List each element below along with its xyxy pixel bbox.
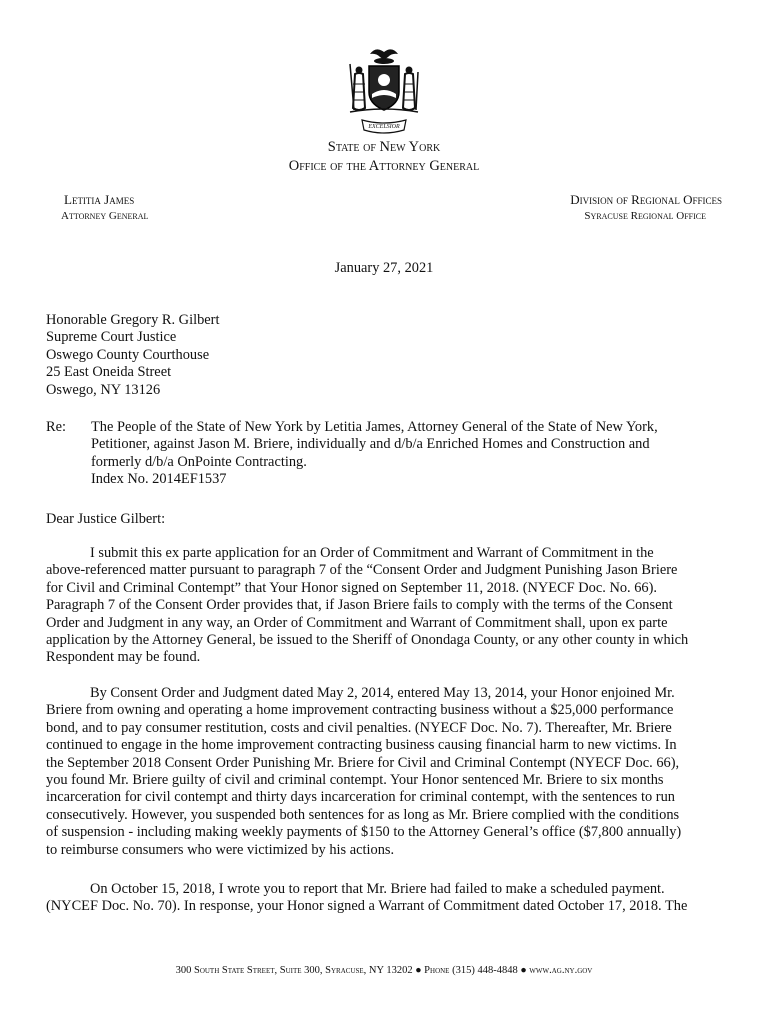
body-paragraph-2: [46, 685, 720, 859]
paragraph-line: above-referenced matter pursuant to paragraph 7 of the “Consent Order and Judgment Punishing Jason Briere: [46, 562, 678, 579]
state-heading: State of New York: [327, 139, 441, 155]
attorney-general-title: Attorney General: [61, 210, 149, 222]
recipient-line: Oswego County Courthouse: [46, 346, 210, 363]
paragraph-line: incarceration for civil contempt and thirty days incarceration for criminal contempt, with the sentences to run: [46, 789, 675, 806]
paragraph-line: I submit this ex parte application for an Order of Commitment and Warrant of Commitment in the: [90, 545, 654, 561]
regional-office-name: Syracuse Regional Office: [584, 210, 706, 222]
body-paragraph-3: [46, 881, 720, 916]
recipient-line: 25 East Oneida Street: [46, 364, 172, 381]
paragraph-line: By Consent Order and Judgment dated May 2, 2014, entered May 13, 2014, your Honor enjoined Mr.: [90, 685, 675, 701]
paragraph-line: On October 15, 2018, I wrote you to report that Mr. Briere had failed to make a scheduled payment.: [90, 881, 665, 897]
paragraph-line: you found Mr. Briere guilty of civil and criminal contempt. Your Honor sentenced Mr. Briere to six months: [46, 772, 664, 789]
re-label: Re:: [46, 419, 66, 435]
paragraph-line: application by the Attorney General, be issued to the Sheriff of Onondaga County, or any other county in which: [46, 632, 689, 649]
division-name: Division of Regional Offices: [570, 192, 722, 207]
re-line: The People of the State of New York by Letitia James, Attorney General of the State of New York,: [91, 419, 658, 435]
paragraph-line: consecutively. However, you suspended both sentences for as long as Mr. Briere complied with the conditions: [46, 806, 680, 823]
paragraph-line: of suspension - including making weekly payments of $150 to the Attorney General’s office ($7,800 annually): [46, 824, 682, 841]
paragraph-line: Order and Judgment in any way, an Order of Commitment and Warrant of Commitment shall, upon ex parte: [46, 614, 668, 631]
salutation: Dear Justice Gilbert:: [46, 511, 166, 527]
paragraph-line: to reimburse consumers who were victimized by his actions.: [46, 841, 395, 858]
attorney-general-name: Letitia James: [64, 192, 135, 207]
paragraph-line: Paragraph 7 of the Consent Order provides that, if Jason Briere fails to comply with the terms of the Consent: [46, 597, 673, 614]
office-heading: Office of the Attorney General: [288, 158, 480, 174]
recipient-line: Supreme Court Justice: [46, 329, 177, 346]
paragraph-line: Briere from owning and operating a home improvement contracting business without a $25,000 performance: [46, 702, 674, 719]
paragraph-line: (NYCEF Doc. No. 70). In response, your Honor signed a Warrant of Commitment dated October 17, 2018. The: [46, 898, 688, 915]
paragraph-line: for Civil and Criminal Contempt” that Your Honor signed on September 11, 2018. (NYECF Doc. No. 66).: [46, 579, 658, 596]
re-line: formerly d/b/a OnPointe Contracting.: [91, 453, 307, 470]
body-paragraph-1: [46, 545, 720, 667]
paragraph-line: continued to engage in the home improvement contracting business causing financial harm to new victims. In: [46, 737, 677, 754]
paragraph-line: the September 2018 Consent Order Punishing Mr. Briere for Civil and Criminal Contempt (NYECF Doc. 66),: [46, 754, 680, 771]
svg-text:EXCELSIOR: EXCELSIOR: [368, 124, 400, 130]
paragraph-line: Respondent may be found.: [46, 649, 201, 666]
paragraph-line: bond, and to pay consumer restitution, costs and civil penalties. (NYECF Doc. No. 7). Thereafter, Mr. Briere: [46, 719, 672, 736]
letterhead-footer: 300 South State Street, Suite 300, Syracuse, NY 13202 ● Phone (315) 448-4848 ● www.ag.ny.gov: [175, 965, 593, 976]
recipient-address: [46, 312, 219, 399]
index-number: Index No. 2014EF1537: [91, 471, 227, 488]
recipient-line: Oswego, NY 13126: [46, 381, 161, 398]
re-subject: [91, 419, 658, 489]
recipient-line: Honorable Gregory R. Gilbert: [46, 312, 220, 328]
re-line: Petitioner, against Jason M. Briere, individually and d/b/a Enriched Homes and Construction and: [91, 436, 650, 453]
new-york-state-seal-icon: [336, 44, 432, 136]
letter-date: January 27, 2021: [334, 260, 434, 276]
